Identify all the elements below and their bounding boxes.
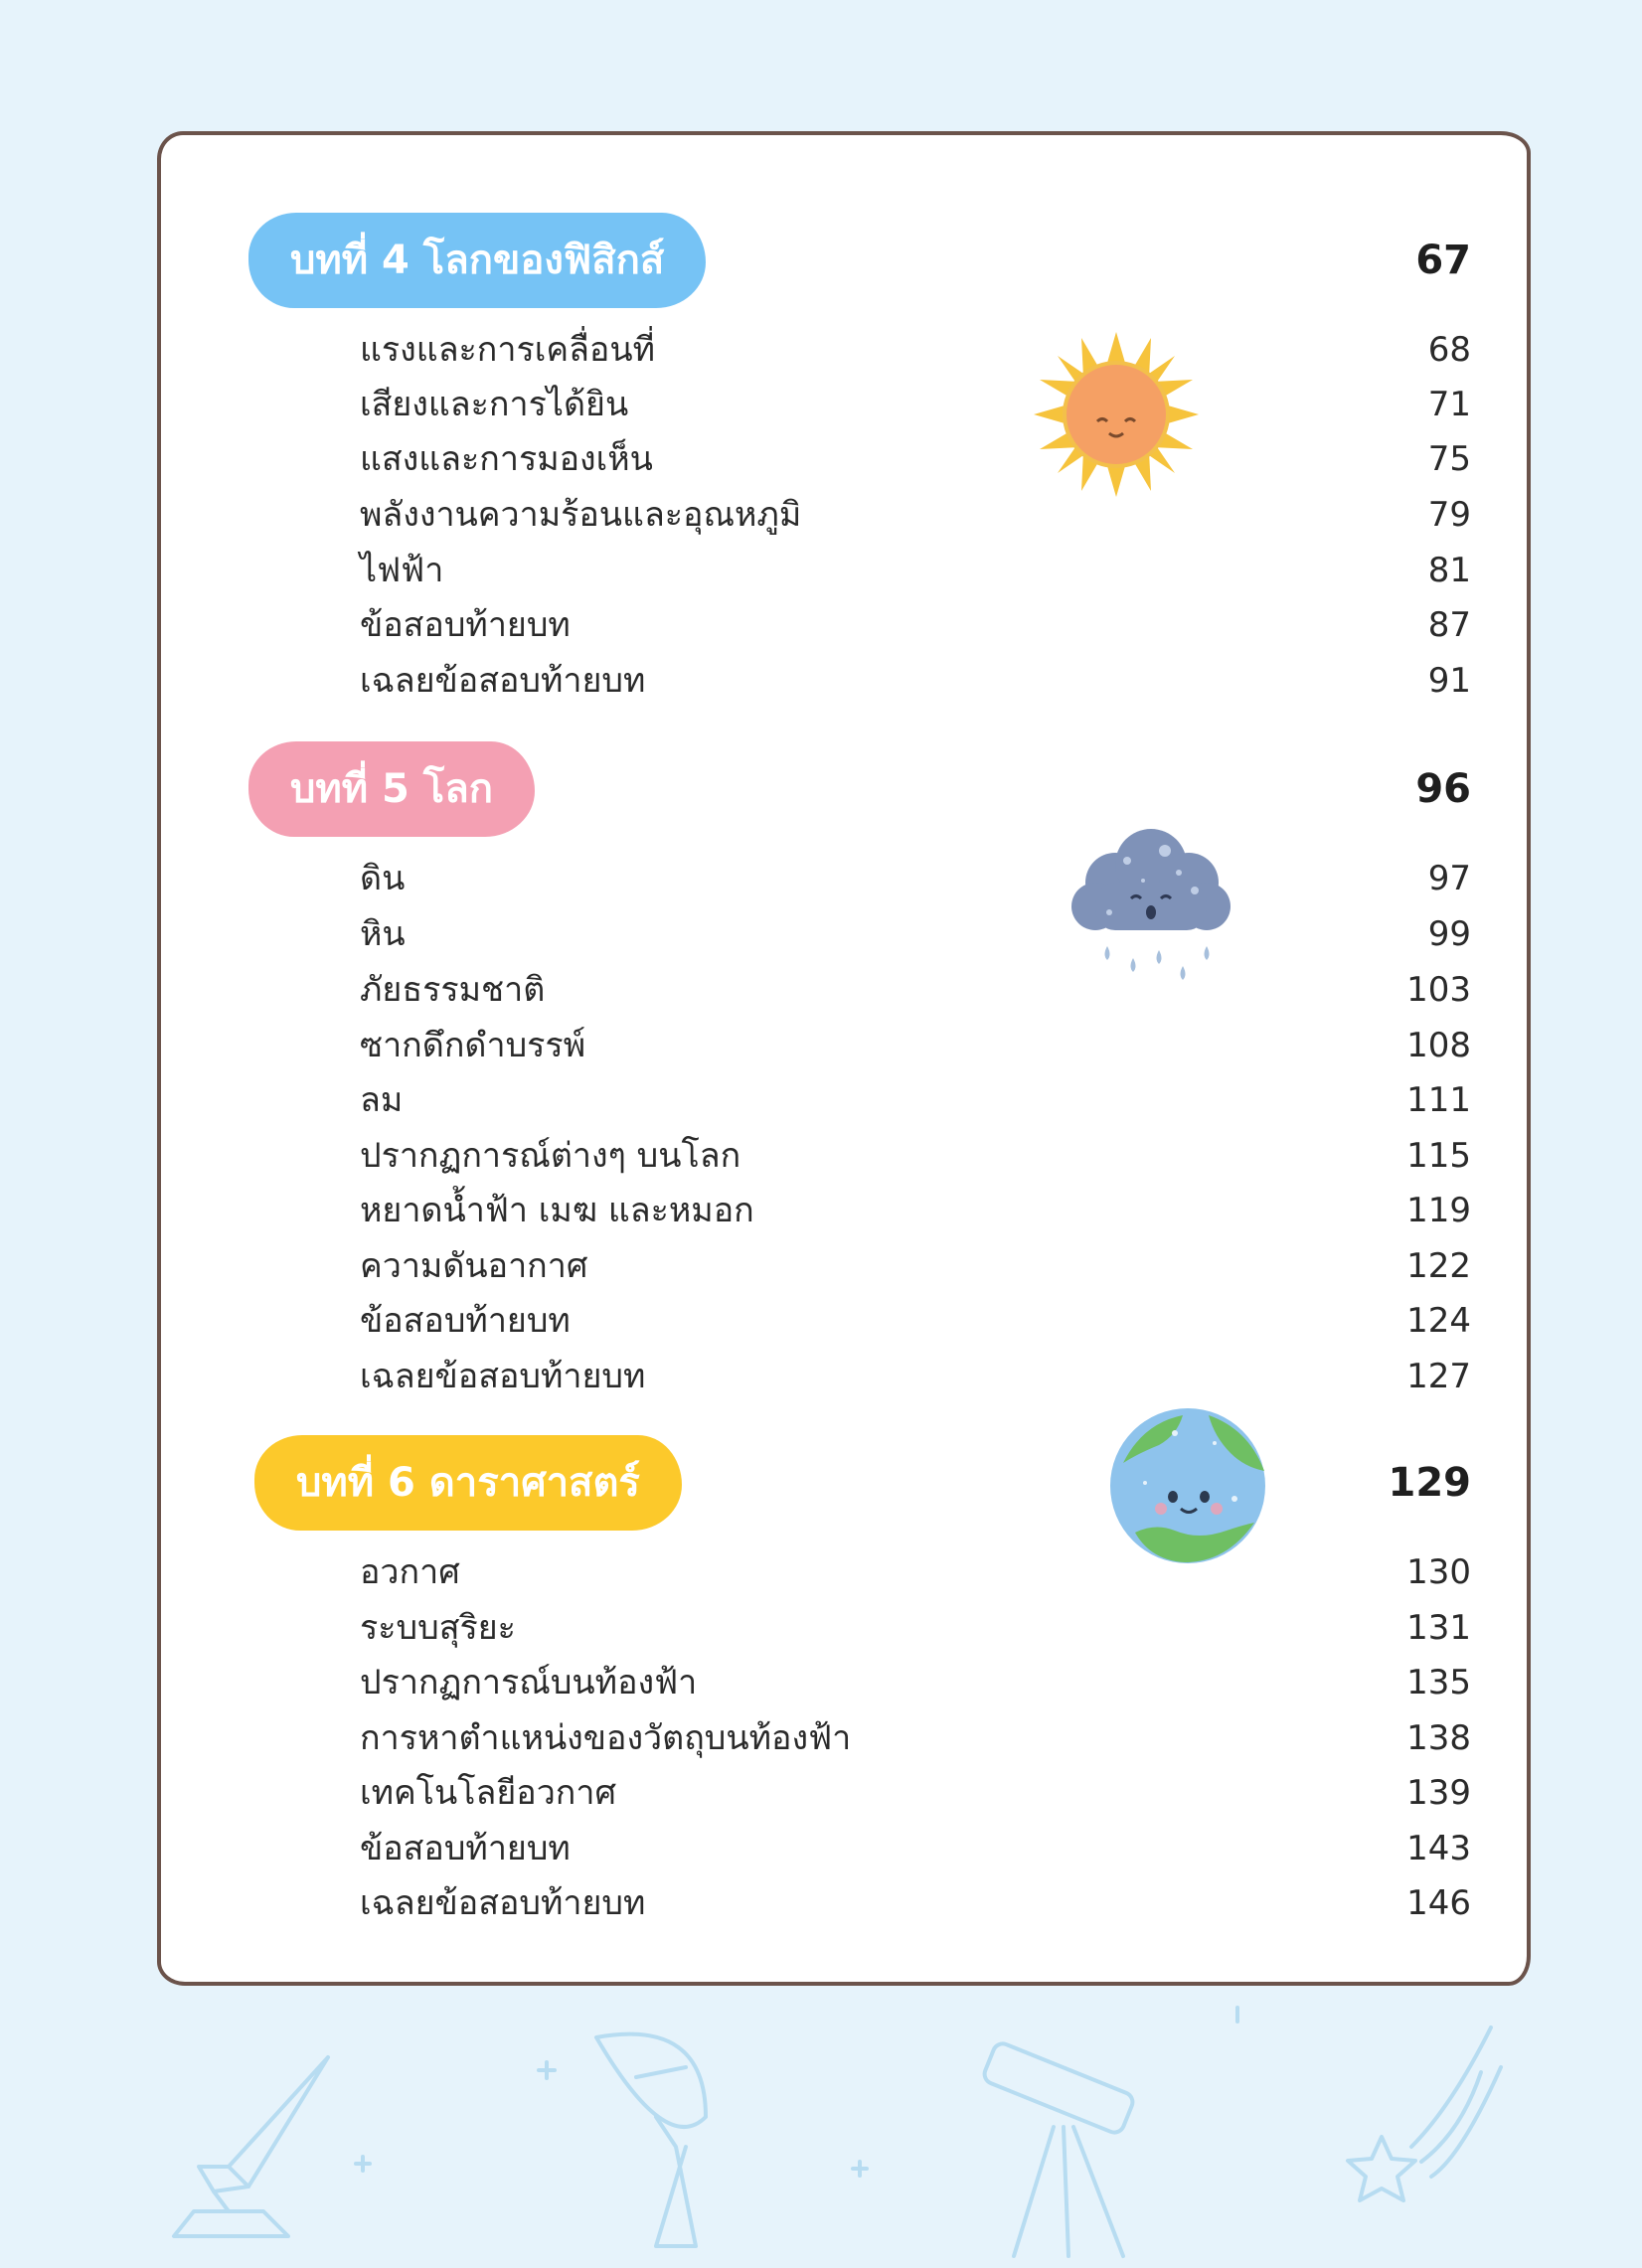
earth-icon <box>1105 1403 1270 1568</box>
shooting-star-icon <box>1348 2027 1501 2200</box>
toc-page: 139 <box>1406 1773 1471 1813</box>
toc-label: แรงและการเคลื่อนที่ <box>360 330 656 370</box>
toc-row[interactable] <box>360 964 1471 1016</box>
toc-row[interactable] <box>360 1712 1471 1764</box>
sparkle-icon <box>356 2008 1237 2176</box>
toc-label: หยาดน้ำฟ้า เมฆ และหมอก <box>360 1191 754 1230</box>
toc-row[interactable] <box>360 655 1471 707</box>
toc-label: เฉลยข้อสอบท้ายบท <box>360 1883 646 1923</box>
toc-row[interactable] <box>360 908 1471 960</box>
toc-row[interactable] <box>360 1877 1471 1929</box>
chapter-page-number: 129 <box>1388 1460 1471 1506</box>
toc-label: แสงและการมองเห็น <box>360 439 653 479</box>
toc-row[interactable] <box>360 379 1471 430</box>
toc-label: ข้อสอบท้ายบท <box>360 1829 571 1868</box>
toc-page: 68 <box>1427 330 1471 370</box>
toc-label: ระบบสุริยะ <box>360 1608 516 1648</box>
chapter-page-number: 96 <box>1415 766 1471 812</box>
toc-page: 87 <box>1427 605 1471 645</box>
toc-label: การหาตำแหน่งของวัตถุบนท้องฟ้า <box>360 1718 852 1758</box>
toc-page: 131 <box>1406 1608 1471 1648</box>
toc-row[interactable] <box>360 545 1471 596</box>
toc-row[interactable] <box>360 433 1471 485</box>
toc-page: 130 <box>1406 1552 1471 1592</box>
toc-page: 119 <box>1406 1191 1471 1230</box>
toc-row[interactable] <box>360 1351 1471 1402</box>
toc-label: ภัยธรรมชาติ <box>360 970 546 1010</box>
sun-icon <box>1032 330 1201 499</box>
toc-page: 103 <box>1406 970 1471 1010</box>
toc-row[interactable] <box>360 853 1471 904</box>
toc-page: 122 <box>1406 1246 1471 1286</box>
toc-label: หิน <box>360 914 406 954</box>
toc-page: 124 <box>1406 1301 1471 1341</box>
toc-row[interactable] <box>360 1240 1471 1292</box>
toc-label: ไฟฟ้า <box>360 551 444 590</box>
chapter-page-number: 67 <box>1415 238 1471 283</box>
toc-page: 115 <box>1406 1136 1471 1176</box>
toc-row[interactable] <box>360 324 1471 376</box>
toc-label: ปรากฏการณ์บนท้องฟ้า <box>360 1663 698 1702</box>
toc-page: 138 <box>1406 1718 1471 1758</box>
toc-page: 127 <box>1406 1357 1471 1396</box>
toc-row[interactable] <box>360 1546 1471 1598</box>
toc-page: 99 <box>1427 914 1471 954</box>
toc-label: ซากดึกดำบรรพ์ <box>360 1026 586 1065</box>
toc-row[interactable] <box>360 489 1471 541</box>
toc-label: ข้อสอบท้ายบท <box>360 1301 571 1341</box>
rocket-icon <box>174 2057 328 2236</box>
toc-page: 71 <box>1427 385 1471 424</box>
rain-cloud-icon <box>1056 821 1240 986</box>
toc-label: เสียงและการได้ยิน <box>360 385 629 424</box>
toc-label: พลังงานความร้อนและอุณหภูมิ <box>360 495 802 535</box>
toc-row[interactable] <box>360 599 1471 651</box>
toc-row[interactable] <box>360 1767 1471 1819</box>
toc-page: 146 <box>1406 1883 1471 1923</box>
toc-label: ข้อสอบท้ายบท <box>360 605 571 645</box>
chapter-title-pill: บทที่ 5 โลก <box>248 741 535 837</box>
toc-page: 111 <box>1406 1080 1471 1120</box>
toc-label: ลม <box>360 1080 404 1120</box>
contents-card <box>157 131 1531 1986</box>
toc-label: ปรากฏการณ์ต่างๆ บนโลก <box>360 1136 741 1176</box>
chapter-title-pill: บทที่ 4 โลกของฟิสิกส์ <box>248 213 706 308</box>
toc-page: 81 <box>1427 551 1471 590</box>
toc-label: ความดันอากาศ <box>360 1246 588 1286</box>
toc-label: เฉลยข้อสอบท้ายบท <box>360 661 646 701</box>
toc-label: อวกาศ <box>360 1552 460 1592</box>
toc-page: 79 <box>1427 495 1471 535</box>
telescope-icon <box>982 2040 1136 2256</box>
toc-page: 135 <box>1406 1663 1471 1702</box>
toc-page: 97 <box>1427 859 1471 898</box>
toc-label: เฉลยข้อสอบท้ายบท <box>360 1357 646 1396</box>
toc-row[interactable] <box>360 1020 1471 1071</box>
toc-row[interactable] <box>360 1074 1471 1126</box>
toc-page: 143 <box>1406 1829 1471 1868</box>
chapter-title-pill: บทที่ 6 ดาราศาสตร์ <box>254 1435 682 1531</box>
toc-row[interactable] <box>360 1130 1471 1182</box>
toc-row[interactable] <box>360 1185 1471 1236</box>
background-doodles <box>0 1998 1642 2266</box>
toc-label: เทคโนโลยีอวกาศ <box>360 1773 617 1813</box>
toc-row[interactable] <box>360 1602 1471 1654</box>
toc-row[interactable] <box>360 1295 1471 1347</box>
toc-page: 108 <box>1406 1026 1471 1065</box>
toc-page: 91 <box>1427 661 1471 701</box>
toc-page: 75 <box>1427 439 1471 479</box>
toc-label: ดิน <box>360 859 406 898</box>
satellite-dish-icon <box>596 2034 706 2246</box>
toc-row[interactable] <box>360 1823 1471 1874</box>
toc-row[interactable] <box>360 1657 1471 1708</box>
